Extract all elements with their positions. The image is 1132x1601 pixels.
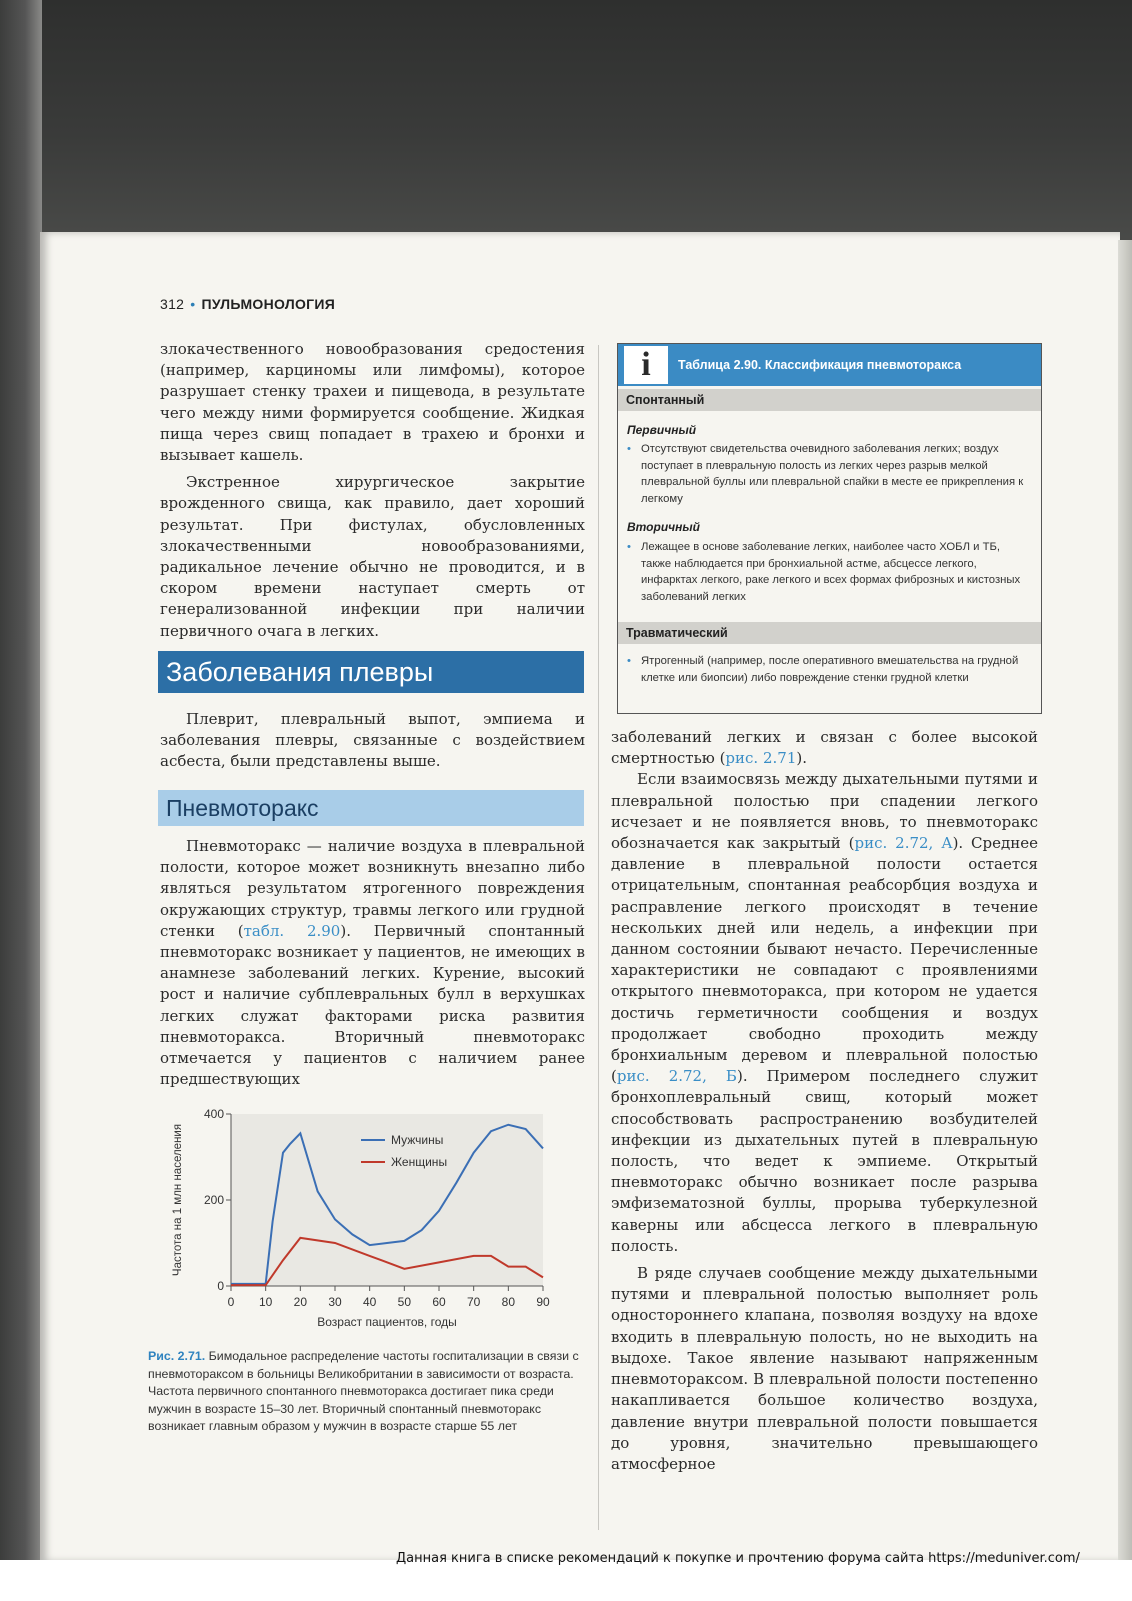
- table-reference-link[interactable]: табл. 2.90: [243, 921, 341, 940]
- running-header: [160, 296, 335, 312]
- scanner-background: [0, 0, 1132, 245]
- left-paragraph-1: злокачественного новообразования средостения (например, карциномы или лимфомы), которое разрушает стенку трахеи и пищевода, в результате чего между ними формируется сообщение. Жидкая пища через свищ попадает в трахею и бронхи и вызывает кашель.: [160, 340, 585, 465]
- heading-pneumothorax: Пневмоторакс: [158, 790, 584, 826]
- table-item-primary-text: Отсутствуют свидетельства очевидного заболевания легких; воздух поступает в плевральную полость из легких через разрыв мелкой плевральной буллы или плевральной спайки в месте ее прикрепления к легкому: [641, 443, 1024, 505]
- x-tick-label: 40: [362, 1295, 377, 1309]
- left-paragraph-3: Плеврит, плевральный выпот, эмпиема и заболевания плевры, связанные с воздействием асбеста, были представлены выше.: [160, 710, 585, 771]
- column-divider: [598, 345, 599, 1530]
- right-paragraph-3: В ряде случаев сообщение между дыхательными путями и плевральной полостью выполняет роль одностороннего клапана, позволяя воздуху на вдохе входить в плевральную полость, но не выходить на выдохе. Такое явление называют напряженным пневмотораксом. В плевральной полости постепенно накапливается большое количество воздуха, давление внутри плевральной полости повышается до уровня, значительно превышающего атмосферное: [611, 1264, 1038, 1473]
- page-number: 312: [160, 296, 185, 312]
- right-p2-text-a: Если взаимосвязь между дыхательными путями и плевральной полостью при спадении легкого исчезает и не появляется вновь, то пневмоторакс обозначается как закрытый (: [611, 770, 1038, 853]
- y-tick-label: 200: [203, 1193, 224, 1207]
- left-column-middle: [160, 709, 585, 773]
- legend-label: Мужчины: [391, 1133, 444, 1147]
- x-tick-label: 30: [328, 1295, 342, 1309]
- x-tick-label: 50: [397, 1295, 412, 1309]
- table-title: Таблица 2.90. Классификация пневмоторакса: [678, 358, 962, 372]
- bullet-icon: •: [627, 655, 631, 667]
- right-p2-text-c: ). Примером последнего служит бронхоплевральный свищ, который может способствовать распространению возбудителей инфекции из дыхательных путей в плевральную полость, что ведет к эмпиеме. Открытый пневмоторакс обычно возникает после разрыва эмфизематозной буллы, прорыва туберкулезной каверны или абсцесса легкого в плевральную полость.: [611, 1067, 1039, 1255]
- x-tick-label: 10: [258, 1295, 273, 1309]
- caption-text: Бимодальное распределение частоты госпитализации в связи с пневмотораксом в больницы Великобритании в зависимости от возраста. Частота первичного спонтанного пневмоторакса достигает пика среди мужчин в возрасте 15–30 лет. Вторичный спонтанный пневмоторакс возникает главным образом у мужчин в возрасте старше 55 лет: [148, 1349, 579, 1434]
- info-icon: i: [624, 346, 668, 384]
- scan-left-edge: [0, 0, 42, 1560]
- bottom-margin: [0, 1560, 1132, 1601]
- left-paragraph-2: Экстренное хирургическое закрытие врожденного свища, как правило, дает хороший результат. При фистулах, обусловленных злокачественными новообразованиями, радикальное лечение обычно не проводится, и в скором времени наступает смерть от генерализованной инфекции при наличии первичного очага в легких.: [160, 473, 585, 640]
- table-subheading-secondary: Вторичный: [627, 520, 700, 534]
- figure-reference-2-71[interactable]: рис. 2.71: [725, 749, 797, 768]
- table-section-spontaneous: Спонтанный: [618, 389, 1041, 411]
- legend-label: Женщины: [391, 1155, 448, 1169]
- x-tick-label: 0: [227, 1295, 235, 1309]
- paragraph-4-text-b: ). Первичный спонтанный пневмоторакс возникает у пациентов, не имеющих в анамнезе заболеваний легких. Курение, высокий рост и наличие субплевральных булл в верхушках легких служат факторами риска развития пневмоторакса. Вторичный пневмоторакс отмечается у пациентов с наличием ранее предшествующих: [160, 921, 585, 1089]
- right-p1-text-b: ).: [796, 749, 807, 768]
- table-item-primary: [627, 441, 1031, 507]
- y-tick-label: 0: [217, 1279, 224, 1293]
- x-tick-label: 20: [293, 1295, 308, 1309]
- x-tick-label: 60: [432, 1295, 446, 1309]
- y-axis-label: Частота на 1 млн населения: [172, 1123, 184, 1277]
- classification-table: [617, 343, 1042, 714]
- x-tick-label: 70: [466, 1295, 481, 1309]
- left-column-top: [160, 339, 585, 642]
- table-section-traumatic: Травматический: [618, 622, 1041, 644]
- bullet-icon: •: [627, 443, 631, 455]
- heading-pleura-diseases: Заболевания плевры: [158, 651, 584, 693]
- left-paragraph-4: [160, 836, 585, 1090]
- x-axis-label: Возраст пациентов, годы: [317, 1315, 457, 1329]
- section-title: ПУЛЬМОНОЛОГИЯ: [201, 296, 336, 312]
- hospitalization-line-chart: [165, 1100, 590, 1340]
- paragraph-4-text-a: Пневмоторакс — наличие воздуха в плевральной полости, которое может возникнуть внезапно либо являться результатом ятрогенного повреждения окружающих структур, травмы легкого или грудной стенки (: [160, 837, 585, 940]
- right-p1-text-a: заболеваний легких и связан с более высокой смертностью (: [611, 728, 1038, 768]
- x-tick-label: 90: [536, 1295, 550, 1309]
- x-tick-label: 80: [501, 1295, 516, 1309]
- caption-label: Рис. 2.71.: [148, 1349, 206, 1363]
- right-paragraph-2: [611, 769, 1038, 1257]
- left-column-bottom: [160, 836, 585, 1090]
- right-paragraph-1: [611, 727, 1038, 769]
- figure-reference-2-72a[interactable]: рис. 2.72, А: [854, 834, 953, 853]
- figure-caption: [148, 1348, 580, 1436]
- footer-note: Данная книга в списке рекомендаций к покупке и прочтению форума сайта https://meduniver.com/: [396, 1551, 1080, 1566]
- header-bullet: •: [190, 296, 196, 312]
- table-item-traumatic-text: Ятрогенный (например, после оперативного вмешательства на грудной клетке или биопсии) либо повреждение стенки грудной клетки: [641, 655, 1019, 684]
- y-tick-label: 400: [203, 1107, 224, 1121]
- right-column: [611, 727, 1038, 1475]
- figure-reference-2-72b[interactable]: рис. 2.72, Б: [616, 1067, 737, 1086]
- table-item-traumatic: [627, 653, 1031, 686]
- table-header: [618, 344, 1041, 386]
- page-right-edge: [1118, 240, 1132, 1560]
- right-p2-text-b: ). Среднее давление в плевральной полости остается отрицательным, спонтанная реабсорбция воздуха и расправление легкого происходят в течение нескольких дней или недель, а инфекции при данном состоянии бывают нечасто. Перечисленные характеристики не совпадают с проявлениями открытого пневмоторакса, при котором не удается достичь герметичности сообщения и воздух продолжает свободно проходить между бронхиальным деревом и плевральной полостью (: [611, 834, 1038, 1086]
- table-item-secondary-text: Лежащее в основе заболевание легких, наиболее часто ХОБЛ и ТБ, также наблюдается при бронхиальной астме, абсцессе легкого, инфарктах легкого, раке легкого и всех формах фиброзных и кистозных заболеваний легких: [641, 541, 1021, 603]
- table-subheading-primary: Первичный: [627, 423, 697, 437]
- table-item-secondary: [627, 539, 1031, 605]
- bullet-icon: •: [627, 541, 631, 553]
